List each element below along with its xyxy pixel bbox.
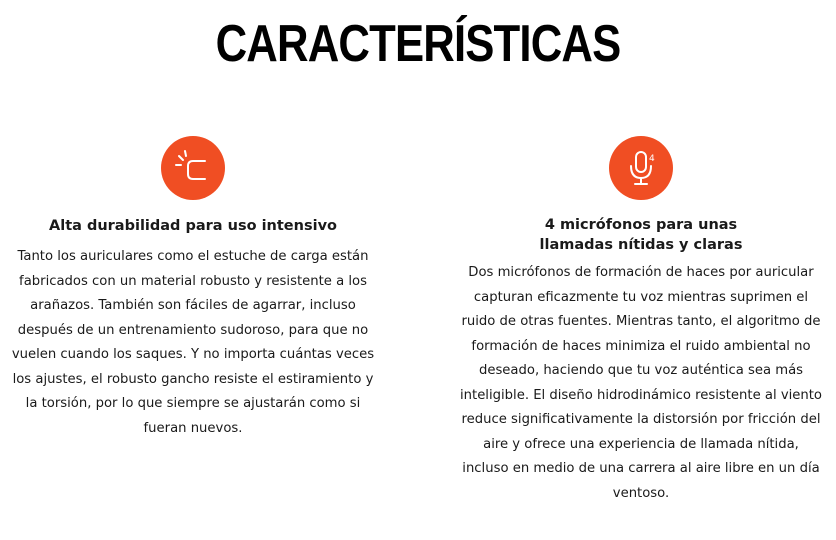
mic-count-badge: 4	[649, 154, 655, 164]
feature-microphones	[458, 136, 824, 506]
durable-hook-icon	[161, 136, 225, 200]
feature-description: Tanto los auriculares como el estuche de carga están fabricados con un material robusto y resistente a los arañazos. También son fáciles de agarrar, incluso después de un entrenamiento sudoroso, para que no vuelen cuando los saques. Y no importa cuántas veces los ajustes, el robusto gancho resiste el estiramiento y la torsión, por lo que siempre se ajustarán como si fueran nuevos.	[11, 249, 375, 436]
feature-heading: Alta durabilidad para uso intensivo	[49, 218, 337, 234]
feature-heading-line-2: llamadas nítidas y claras	[539, 237, 743, 253]
feature-description: Dos micrófonos de formación de haces por auricular capturan eficazmente tu voz mientras suprimen el ruido de otras fuentes. Mientras tanto, el algoritmo de formación de haces minimiza el ruido ambiental no deseado, haciendo que tu voz auténtica sea más inteligible. El diseño hidrodinámico resistente al viento reduce significativamente la distorsión por fricción del aire y ofrece una experiencia de llamada nítida, incluso en medio de una carrera al aire libre en un día ventoso.	[460, 265, 822, 501]
feature-heading	[458, 215, 824, 255]
feature-durability	[8, 136, 378, 441]
microphone-4-icon	[609, 136, 673, 200]
page-title: CARACTERÍSTICAS	[215, 15, 621, 73]
feature-heading-line-1: 4 micrófonos para unas	[544, 217, 738, 233]
